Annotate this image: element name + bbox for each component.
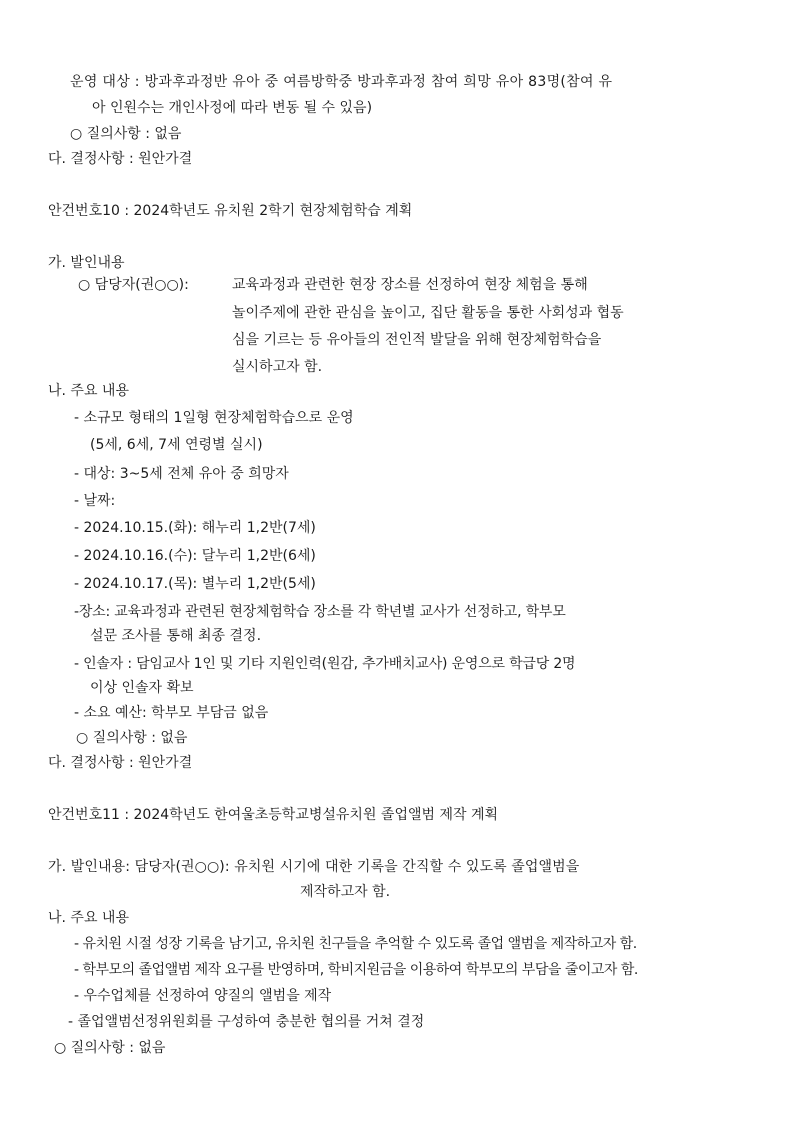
agenda-10-proposal-line-1: 교육과정과 관련한 현장 장소를 선정하여 현장 체험을 통해	[232, 277, 588, 293]
agenda-10-bullet: 설문 조사를 통해 최종 결정.	[90, 628, 262, 644]
agenda-10-main-heading: 나. 주요 내용	[48, 383, 129, 399]
agenda-10-proposer: ○ 담당자(권○○):	[78, 277, 189, 293]
agenda-10-bullet: - 2024.10.17.(목): 별누리 1,2반(5세)	[74, 576, 316, 592]
agenda-10-proposal-line-2: 놀이주제에 관한 관심을 높이고, 집단 활동을 통한 사회성과 협동	[232, 305, 624, 321]
agenda-10-bullet: - 대상: 3~5세 전체 유아 중 희망자	[74, 466, 289, 482]
agenda-10-bullet: - 인솔자 : 담임교사 1인 및 기타 지원인력(원감, 추가배치교사) 운영으로 학급당 2명	[74, 656, 576, 672]
operation-target-line-1: 운영 대상 : 방과후과정반 유아 중 여름방학중 방과후과정 참여 희망 유아 83명(참여 유	[70, 74, 613, 90]
agenda-11-bullet: - 유치원 시절 성장 기록을 남기고, 유치원 친구들을 추억할 수 있도록 졸업 앨범을 제작하고자 함.	[74, 936, 637, 952]
agenda-10-proposal-line-4: 실시하고자 함.	[232, 359, 323, 375]
agenda-11-inquiry: ○ 질의사항 : 없음	[54, 1040, 166, 1056]
agenda-10-bullet: 이상 인솔자 확보	[90, 680, 194, 696]
agenda-11-title: 안건번호11 : 2024학년도 한여울초등학교병설유치원 졸업앨범 제작 계획	[48, 807, 499, 823]
agenda-10-bullet: - 날짜:	[74, 493, 116, 509]
agenda-11-main-heading: 나. 주요 내용	[48, 910, 129, 926]
agenda-10-bullet: -장소: 교육과정과 관련된 현장체험학습 장소를 각 학년별 교사가 선정하고, 학부모	[74, 604, 566, 620]
agenda-10-proposal-heading: 가. 발인내용	[48, 255, 125, 271]
agenda-10-bullet: - 2024.10.16.(수): 달누리 1,2반(6세)	[74, 548, 316, 564]
agenda-10-bullet: - 2024.10.15.(화): 해누리 1,2반(7세)	[74, 520, 316, 536]
agenda-10-proposal-line-3: 심을 기르는 등 유아들의 전인적 발달을 위해 현장체험학습을	[232, 332, 602, 348]
inquiry-line: ○ 질의사항 : 없음	[70, 126, 182, 142]
agenda-10-title: 안건번호10 : 2024학년도 유치원 2학기 현장체험학습 계획	[48, 203, 413, 219]
agenda-11-bullet: - 졸업앨범선정위원회를 구성하여 충분한 협의를 거쳐 결정	[68, 1014, 425, 1030]
agenda-11-proposal-line-1: 가. 발인내용: 담당자(권○○): 유치원 시기에 대한 기록을 간직할 수 있도록 졸업앨범을	[48, 859, 580, 875]
agenda-11-proposal-line-2: 제작하고자 함.	[300, 884, 391, 900]
operation-target-line-2: 아 인원수는 개인사정에 따라 변동 될 수 있음)	[92, 100, 373, 116]
agenda-11-bullet: - 우수업체를 선정하여 양질의 앨범을 제작	[74, 988, 332, 1004]
agenda-11-bullet: - 학부모의 졸업앨범 제작 요구를 반영하며, 학비지원금을 이용하여 학부모의 부담을 줄이고자 함.	[74, 962, 638, 978]
agenda-10-inquiry: ○ 질의사항 : 없음	[76, 730, 188, 746]
agenda-10-bullet: - 소규모 형태의 1일형 현장체험학습으로 운영	[74, 410, 354, 426]
agenda-10-decision: 다. 결정사항 : 원안가결	[48, 755, 193, 771]
agenda-10-bullet: (5세, 6세, 7세 연령별 실시)	[90, 437, 263, 453]
decision-line: 다. 결정사항 : 원안가결	[48, 151, 193, 167]
agenda-10-bullet: - 소요 예산: 학부모 부담금 없음	[74, 705, 269, 721]
